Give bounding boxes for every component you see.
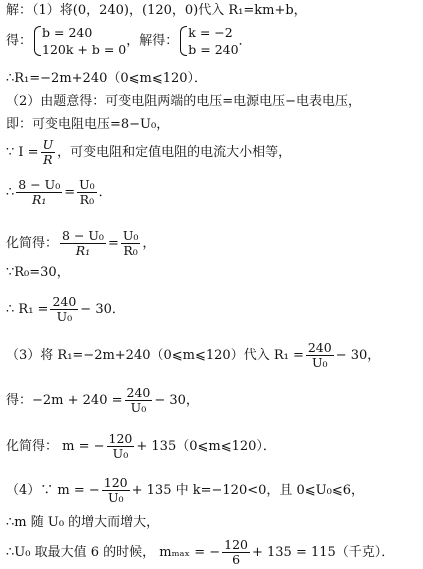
part2-intro: （2）由题意得：可变电阻两端的电压=电源电压−电表电压， (6, 94, 362, 109)
minus-30: − 30， (154, 393, 199, 408)
sys1-eq1: b = 240 (42, 25, 93, 40)
sys1-eq2: 120k + b = 0 (42, 42, 127, 57)
part2-simplify-line (6, 229, 155, 258)
label-jiede: ，解得： (126, 33, 179, 49)
part4-reasoning (6, 476, 364, 505)
fraction-240-over-u0 (50, 295, 78, 324)
sys2-eq1: k = −2 (188, 25, 233, 40)
part2-r0-given: ∵R₀=30， (6, 265, 70, 280)
frac-num: 8 − U₀ (18, 177, 61, 192)
fraction-120-over-6 (222, 538, 250, 567)
part2-proportion-line (6, 178, 112, 207)
condition-text: + 135 中 k=−120<0，且 0⩽U₀⩽6， (131, 483, 365, 498)
label-simplify: 化简得： (6, 236, 59, 251)
frac-den: R₀ (79, 192, 95, 207)
frac-num: 240 (52, 294, 77, 309)
fraction-240-over-u0 (125, 386, 153, 415)
fraction-120-over-u0 (102, 476, 130, 505)
m-equals: （4）∵ m = − (6, 483, 100, 498)
part4-monotonic: ∴m 随 U₀ 的增大而增大， (6, 515, 160, 530)
because-i: ∵ I = (6, 145, 39, 160)
frac-den: U₀ (112, 446, 129, 461)
part3-simplified (6, 432, 276, 461)
plus-135: + 135（0⩽m⩽120）． (136, 439, 276, 454)
fraction-8u0-over-r1 (16, 178, 62, 207)
frac-den: U₀ (56, 309, 73, 324)
minus-30: − 30， (335, 348, 381, 363)
equals: = (107, 236, 119, 251)
frac-num: U (42, 137, 54, 152)
part2-r1-formula (6, 295, 125, 324)
fraction-120-over-u0 (107, 432, 135, 461)
part2-voltage: 即：可变电阻电压=8−U₀， (6, 117, 170, 132)
part1-result: ∴R₁=−2m+240（0⩽m⩽120）． (6, 71, 208, 86)
part3-text: （3）将 R₁=−2m+240（0⩽m⩽120）代入 R₁ = (6, 348, 304, 363)
fraction-u0-over-r0 (77, 178, 97, 207)
frac-den: U₀ (312, 355, 328, 370)
period: ． (238, 33, 252, 49)
frac-num: U₀ (79, 177, 95, 192)
frac-den: R₀ (123, 243, 138, 258)
system-solution (178, 24, 238, 58)
fraction-u0-over-r0 (121, 229, 141, 258)
frac-num: 120 (108, 431, 133, 446)
frac-num: 120 (224, 537, 248, 552)
period: ． (98, 185, 112, 200)
part3-substitute (6, 341, 380, 370)
result-115: + 135 = 115（千克）． (251, 545, 395, 560)
frac-den: R (43, 152, 53, 167)
current-text: ，可变电阻和定值电阻的电流大小相等， (57, 145, 292, 160)
frac-den: R₁ (32, 192, 47, 207)
sys2-eq2: b = 240 (188, 42, 239, 57)
system-equations (32, 24, 126, 58)
part1-intro: 解：（1）将(0，240)，(120，0)代入 R₁=km+b， (6, 3, 307, 18)
part4-max-result (6, 538, 394, 567)
fraction-u-over-r (41, 138, 56, 167)
frac-num: 240 (126, 385, 151, 400)
comma: ， (142, 236, 156, 251)
frac-num: 240 (307, 340, 332, 355)
minus-30: − 30． (80, 302, 125, 317)
max-text: ∴U₀ 取最大值 6 的时候， mₘₐₓ = − (6, 545, 221, 560)
frac-num: U₀ (122, 228, 139, 243)
therefore: ∴ (6, 185, 15, 200)
equation-left: 得：−2m + 240 = (6, 393, 123, 408)
therefore-r1: ∴ R₁ = (6, 302, 49, 317)
frac-num: 120 (103, 475, 128, 490)
part3-equation (6, 386, 199, 415)
equals: = (64, 185, 76, 200)
part1-system-line (6, 24, 252, 58)
frac-den: U₀ (130, 400, 147, 415)
frac-num: 8 − U₀ (62, 228, 104, 243)
frac-den: R₁ (75, 243, 91, 258)
m-equals: 化简得： m = − (6, 439, 105, 454)
fraction-8u0-over-r1 (60, 229, 106, 258)
frac-den: 6 (232, 552, 241, 567)
label-de: 得： (6, 33, 33, 49)
frac-den: U₀ (107, 490, 124, 505)
fraction-240-over-u0 (306, 341, 334, 370)
part2-current-line (6, 138, 291, 167)
